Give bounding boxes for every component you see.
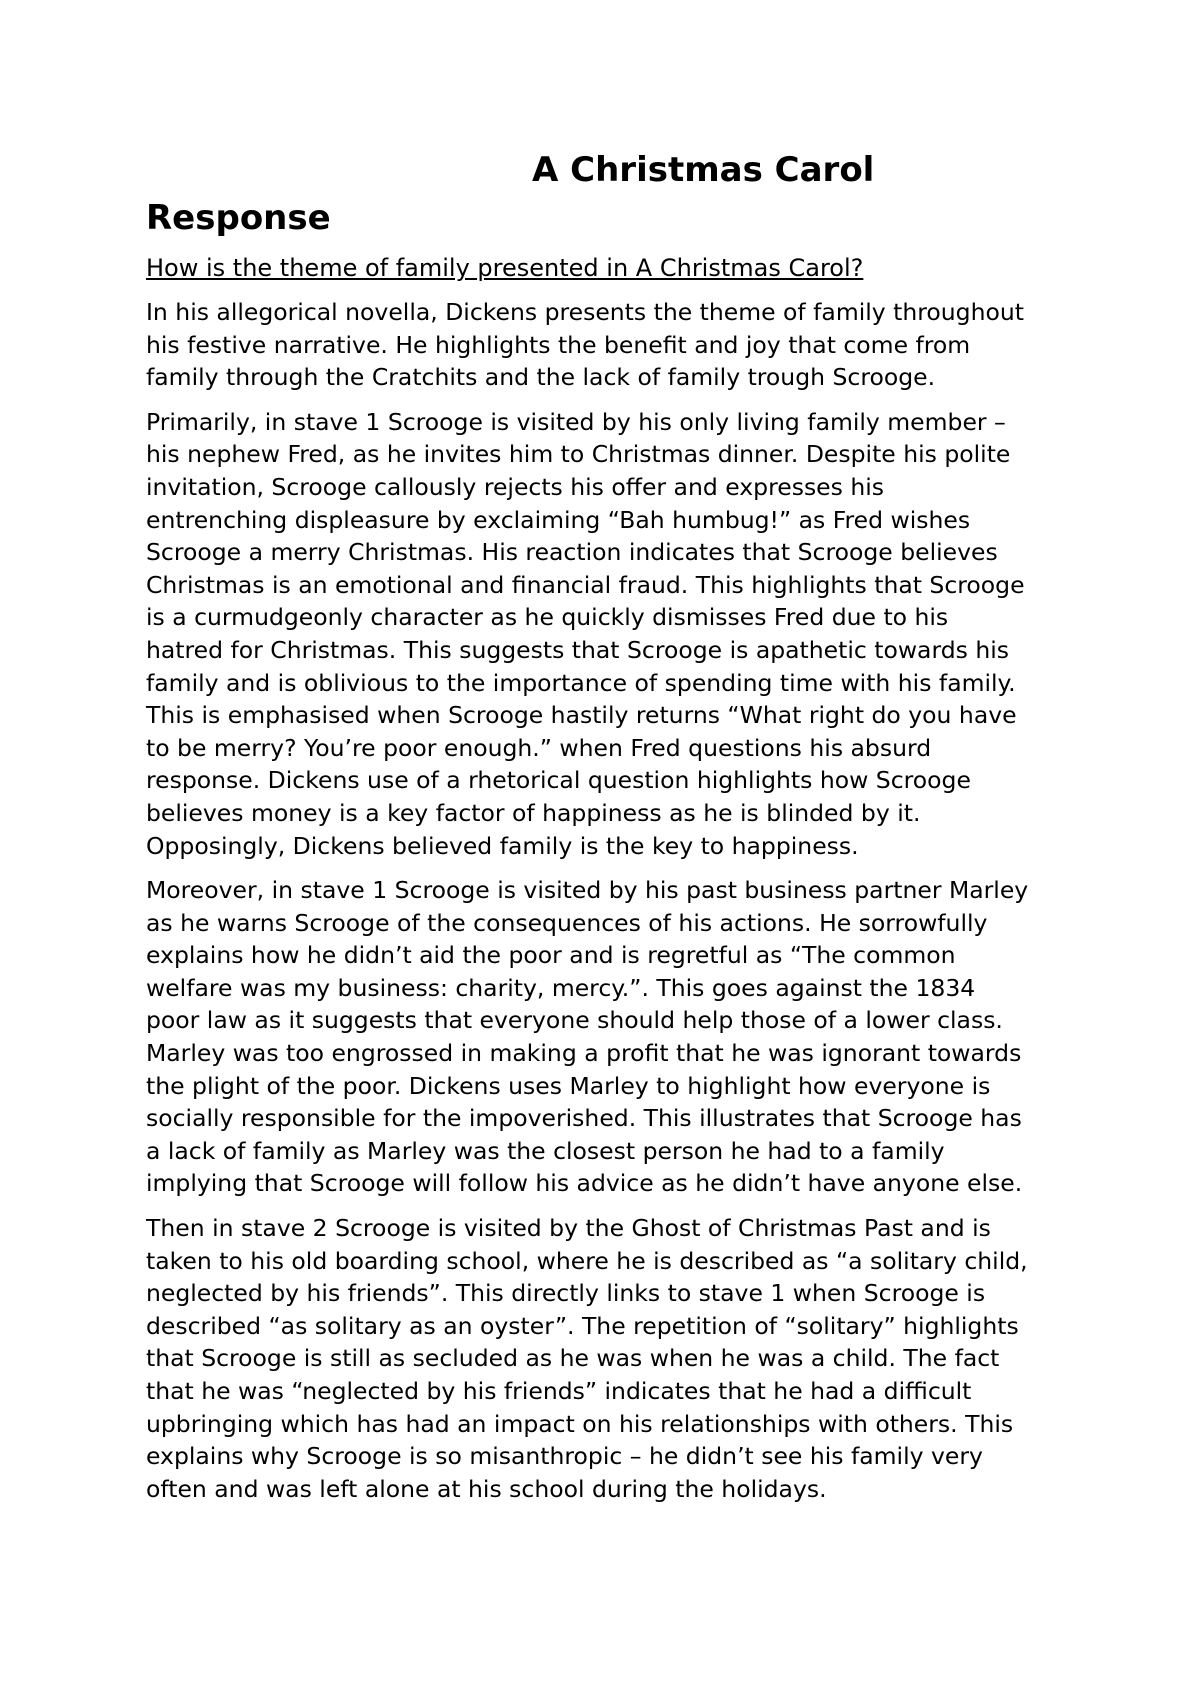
document-title-continuation: Response (146, 198, 331, 238)
paragraph-line: a lack of family as Marley was the closest person he had to a family (146, 1136, 945, 1165)
paragraph-line: that he was “neglected by his friends” indicates that he had a difficult (146, 1377, 972, 1405)
paragraph-line: neglected by his friends”. This directly links to stave 1 when Scrooge is (146, 1279, 986, 1308)
paragraph-line: explains why Scrooge is so misanthropic – he didn’t see his family very (146, 1442, 983, 1471)
essay-question: How is the theme of family presented in A Christmas Carol? (146, 254, 864, 282)
paragraph-line: is a curmudgeonly character as he quickly dismisses Fred due to his (146, 603, 949, 632)
paragraph-line: hatred for Christmas. This suggests that Scrooge is apathetic towards his (146, 635, 1009, 664)
document-title: A Christmas Carol (532, 150, 875, 190)
essay-paragraph (146, 296, 1086, 394)
paragraph-line: explains how he didn’t aid the poor and is regretful as “The common (146, 941, 956, 970)
paragraph-line: Primarily, in stave 1 Scrooge is visited by his only living family member – (146, 407, 1006, 436)
paragraph-line: to be merry? You’re poor enough.” when Fred questions his absurd (146, 733, 932, 762)
paragraph-line: Then in stave 2 Scrooge is visited by the Ghost of Christmas Past and is (146, 1214, 991, 1243)
paragraph-line: upbringing which has had an impact on his relationships with others. This (146, 1409, 1014, 1438)
paragraph-line: believes money is a key factor of happiness as he is blinded by it. (146, 798, 921, 827)
paragraph-line: as he warns Scrooge of the consequences of his actions. He sorrowfully (146, 908, 988, 937)
paragraph-line: entrenching displeasure by exclaiming “Bah humbug!” as Fred wishes (146, 505, 971, 534)
paragraph-line: often and was left alone at his school during the holidays. (146, 1474, 827, 1503)
essay-paragraph (146, 874, 1086, 1200)
paragraph-line: In his allegorical novella, Dickens presents the theme of family throughout (146, 298, 1024, 326)
paragraph-line: Moreover, in stave 1 Scrooge is visited by his past business partner Marley (146, 876, 1029, 905)
paragraph-line: welfare was my business: charity, mercy.”. This goes against the 1834 (146, 973, 976, 1002)
paragraph-line: poor law as it suggests that everyone should help those of a lower class. (146, 1006, 1003, 1035)
paragraph-line: response. Dickens use of a rhetorical question highlights how Scrooge (146, 766, 971, 795)
essay-paragraph (146, 406, 1086, 862)
paragraph-line: Christmas is an emotional and financial fraud. This highlights that Scrooge (146, 570, 1025, 599)
paragraph-line: the plight of the poor. Dickens uses Marley to highlight how everyone is (146, 1071, 991, 1100)
paragraph-line: This is emphasised when Scrooge hastily returns “What right do you have (146, 701, 1017, 730)
paragraph-line: Marley was too engrossed in making a profit that he was ignorant towards (146, 1039, 1022, 1068)
paragraph-line: his festive narrative. He highlights the benefit and joy that come from (146, 330, 971, 359)
essay-body (146, 296, 1086, 1505)
paragraph-line: socially responsible for the impoverished. This illustrates that Scrooge has (146, 1104, 1022, 1133)
paragraph-line: family and is oblivious to the importance of spending time with his family. (146, 668, 1016, 697)
document-page (146, 148, 1086, 1505)
paragraph-line: implying that Scrooge will follow his advice as he didn’t have anyone else. (146, 1169, 1023, 1198)
paragraph-line: family through the Cratchits and the lack of family trough Scrooge. (146, 363, 936, 392)
paragraph-line: Opposingly, Dickens believed family is the key to happiness. (146, 831, 859, 860)
paragraph-line: taken to his old boarding school, where he is described as “a solitary child, (146, 1246, 1028, 1275)
paragraph-line: described “as solitary as an oyster”. The repetition of “solitary” highlights (146, 1311, 1019, 1340)
paragraph-line: that Scrooge is still as secluded as he was when he was a child. The fact (146, 1344, 1000, 1373)
paragraph-line: his nephew Fred, as he invites him to Christmas dinner. Despite his polite (146, 440, 1011, 469)
paragraph-line: Scrooge a merry Christmas. His reaction indicates that Scrooge believes (146, 538, 998, 567)
paragraph-line: invitation, Scrooge callously rejects his offer and expresses his (146, 472, 885, 501)
essay-paragraph (146, 1212, 1086, 1505)
